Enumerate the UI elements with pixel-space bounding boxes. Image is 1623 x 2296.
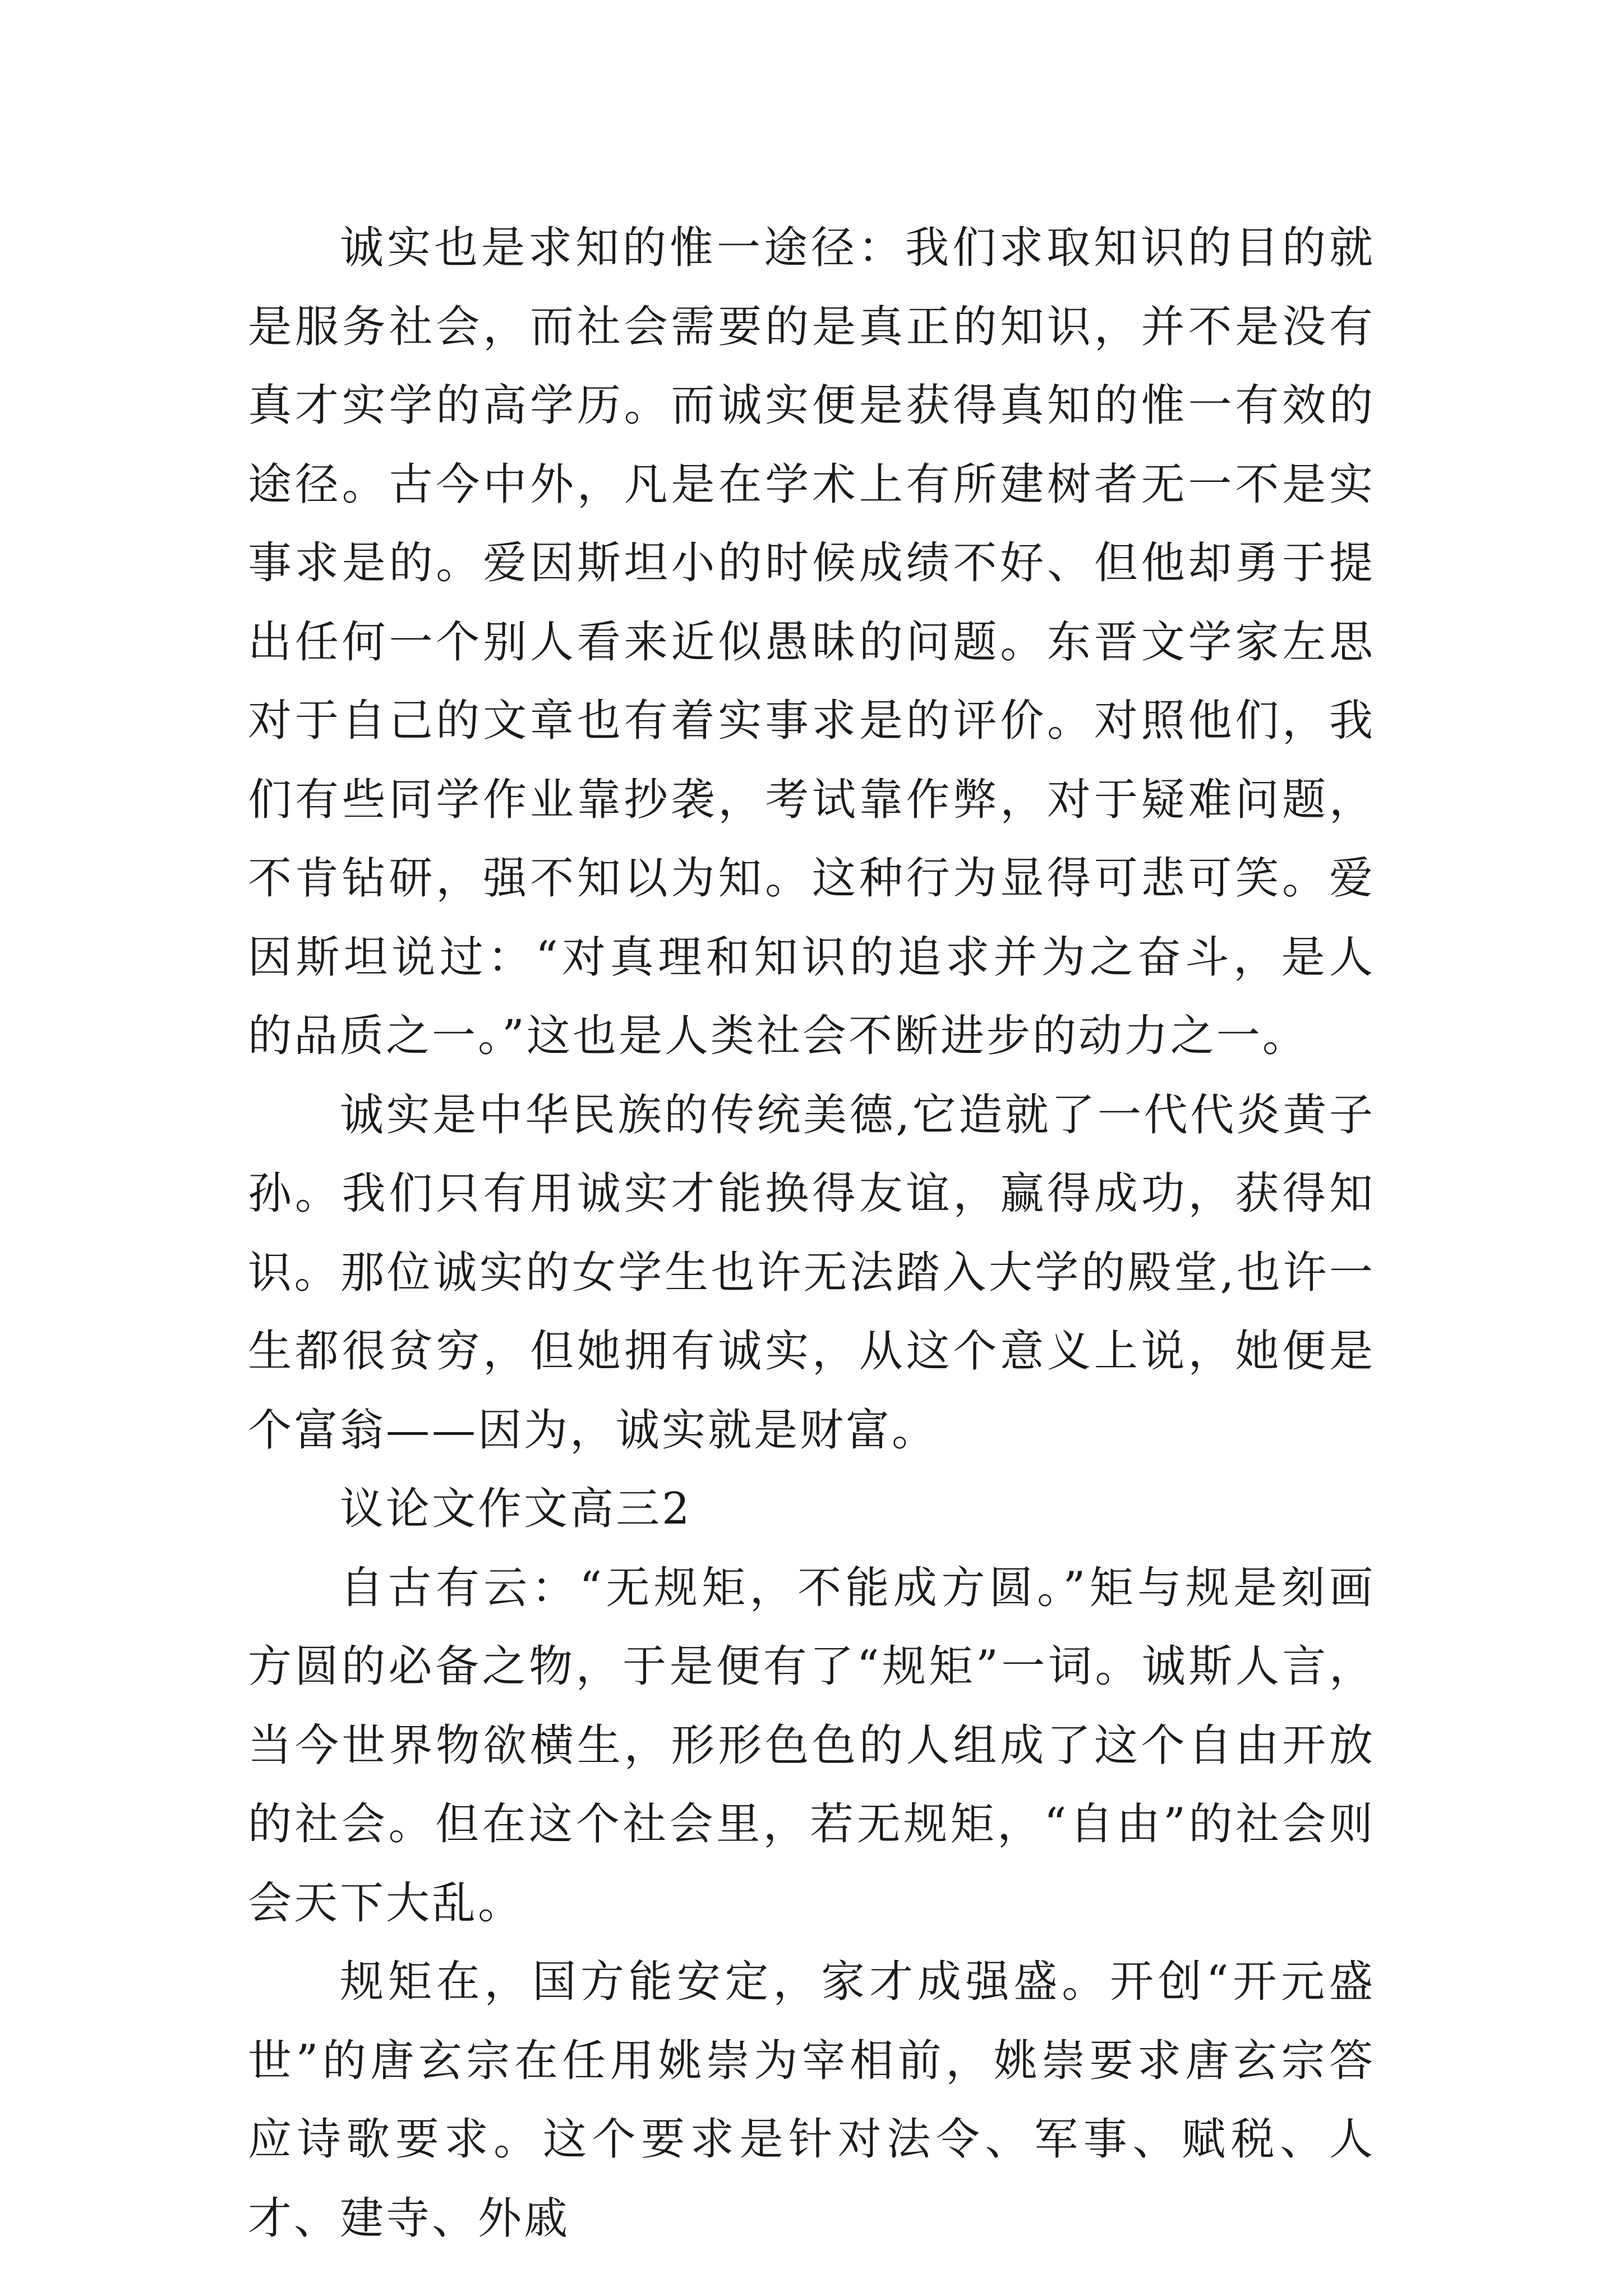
paragraph-rules-intro: 自古有云：“无规矩，不能成方圆。”矩与规是刻画方圆的必备之物，于是便有了“规矩”一词。诚斯人言，当今世界物欲横生，形形色色的人组成了这个自由开放的社会。但在这个社会里，若无规矩，“自由”的社会则会天下大乱。 [248,1562,1375,1929]
essay-heading: 议论文作文高三2 [340,1484,692,1534]
paragraph-honesty-knowledge: 诚实也是求知的惟一途径：我们求取知识的目的就是服务社会，而社会需要的是真正的知识，并不是没有真才实学的高学历。而诚实便是获得真知的惟一有效的途径。古今中外，凡是在学术上有所建树者无一不是实事求是的。爱因斯坦小的时候成绩不好、但他却勇于提出任何一个别人看来近似愚昧的问题。东晋文学家左思对于自己的文章也有着实事求是的评价。对照他们，我们有些同学作业靠抄袭，考试靠作弊，对于疑难问题，不肯钻研，强不知以为知。这种行为显得可悲可笑。爱因斯坦说过：“对真理和知识的追求并为之奋斗，是人的品质之一。”这也是人类社会不断进步的动力之一。 [248,223,1375,1061]
document-body [248,209,1375,2258]
paragraph-honesty-virtue: 诚实是中华民族的传统美德,它造就了一代代炎黄子孙。我们只有用诚实才能换得友谊，赢得成功，获得知识。那位诚实的女学生也许无法踏入大学的殿堂,也许一生都很贫穷，但她拥有诚实，从这个意义上说，她便是个富翁——因为，诚实就是财富。 [248,1089,1375,1456]
paragraph-rules-history: 规矩在，国方能安定，家才成强盛。开创“开元盛世”的唐玄宗在任用姚崇为宰相前，姚崇要求唐玄宗答应诗歌要求。这个要求是针对法令、军事、赋税、人才、建寺、外戚 [248,1957,1375,2244]
